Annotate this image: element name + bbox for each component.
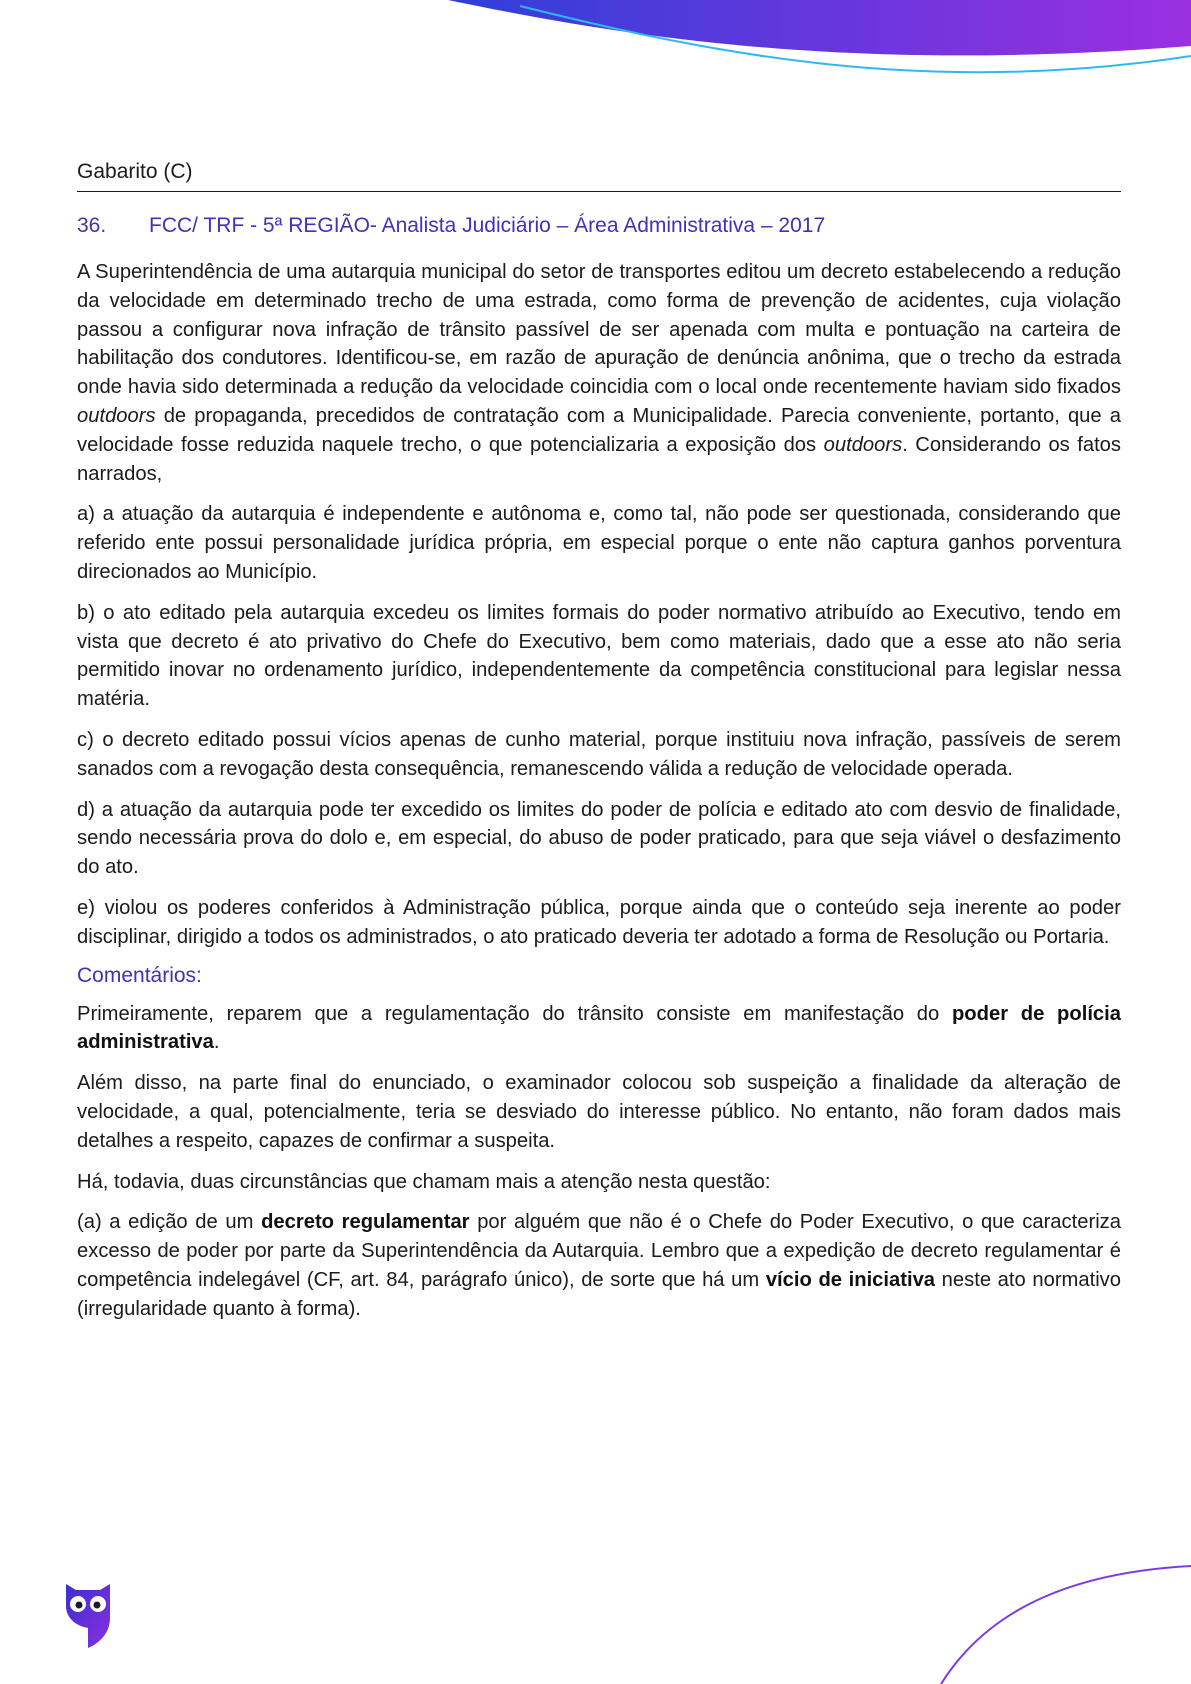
answer-key: Gabarito (C) — [77, 160, 1121, 192]
comment-1-text: Primeiramente, reparem que a regulamentação do trânsito consiste em manifestação do — [77, 1002, 940, 1025]
comment-4-text-b: por alguém que não é o Chefe do Poder Executivo, o que caracteriza excesso de poder por parte da Superintendência da Autarquia. Lembro que a expedição de decreto regulamentar é competência indelegável (CF, art. 84, parágrafo único), de sorte que há um — [77, 1211, 1121, 1291]
comment-4-bold-1: decreto regulamentar — [261, 1211, 470, 1234]
question-number: 36. — [77, 214, 107, 237]
statement-text-3: . Considerando os fatos narrados, — [77, 433, 1121, 485]
option-b: b) o ato editado pela autarquia excedeu os limites formais do poder normativo atribuído ao Executivo, tendo em vista que decreto é ato privativo do Chefe do Executivo, bem como materiais, dado que a esse ato não seria permitido inovar no ordenamento jurídico, independentemente da competência constitucional para legislar nessa matéria. — [77, 601, 1121, 711]
option-d: d) a atuação da autarquia pode ter excedido os limites do poder de polícia e editado ato com desvio de finalidade, sendo necessária prova do dolo e, em especial, do abuso de poder praticado, para que seja viável o desfazimento do ato. — [77, 798, 1121, 879]
statement-text-2: de propaganda, precedidos de contratação com a Municipalidade. Parecia conveniente, portanto, que a velocidade fosse reduzida naquele trecho, o que potencializaria a exposição dos — [77, 404, 1121, 456]
statement-text-1: A Superintendência de uma autarquia municipal do setor de transportes editou um decreto estabelecendo a redução da velocidade em determinado trecho de uma estrada, como forma de prevenção de acidentes, cuja violação passou a configurar nova infração de trânsito passível de ser apenada com multa e pontuação na carteira de habilitação dos condutores. Identificou-se, em razão de apuração de denúncia anônima, que o trecho da estrada onde havia sido determinada a redução da velocidade coincidia com o local onde recentemente haviam sido fixados — [77, 261, 1121, 399]
option-e: e) violou os poderes conferidos à Administração pública, porque ainda que o conteúdo seja inerente ao poder disciplinar, dirigido a todos os administrados, o ato praticado deveria ter adotado a forma de Resolução ou Portaria. — [77, 896, 1121, 948]
question-source: FCC/ TRF - 5ª REGIÃO- Analista Judiciário – Área Administrativa – 2017 — [149, 214, 826, 237]
footer-arc-decoration — [931, 1534, 1191, 1684]
owl-logo-icon — [62, 1578, 114, 1648]
comment-paragraph-4 — [77, 1208, 1121, 1323]
comment-paragraph-2: Além disso, na parte final do enunciado, o examinador colocou sob suspeição a finalidade da alteração de velocidade, a qual, potencialmente, teria se desviado do interesse público. No entanto, não foram dados mais detalhes a respeito, capazes de confirmar a suspeita. — [77, 1072, 1121, 1152]
comment-4-text-a: (a) a edição de um — [77, 1211, 254, 1234]
question-statement — [77, 258, 1121, 488]
comment-1-bold: poder de polícia administrativa — [77, 1002, 1121, 1054]
question-title — [77, 214, 1121, 238]
statement-italic-2: outdoors — [823, 433, 903, 456]
statement-italic-1: outdoors — [77, 404, 156, 427]
comment-paragraph-3: Há, todavia, duas circunstâncias que chamam mais a atenção nesta questão: — [77, 1170, 771, 1193]
comment-1-end: . — [213, 1031, 220, 1054]
header-wave-decoration — [0, 0, 1191, 110]
option-c: c) o decreto editado possui vícios apenas de cunho material, porque instituiu nova infração, passíveis de serem sanados com a revogação desta consequência, remanescendo válida a redução de velocidade operada. — [77, 728, 1121, 780]
comments-heading: Comentários: — [77, 963, 202, 987]
option-a: a) a atuação da autarquia é independente e autônoma e, como tal, não pode ser questionada, considerando que referido ente possui personalidade jurídica própria, em especial porque o ente não captura ganhos porventura direcionados ao Município. — [77, 503, 1121, 583]
comment-4-text-c: neste ato normativo (irregularidade quanto à forma). — [77, 1268, 1121, 1320]
comment-4-bold-2: vício de iniciativa — [765, 1268, 936, 1291]
document-content — [77, 160, 1121, 1336]
comment-paragraph-1 — [77, 1000, 1121, 1058]
